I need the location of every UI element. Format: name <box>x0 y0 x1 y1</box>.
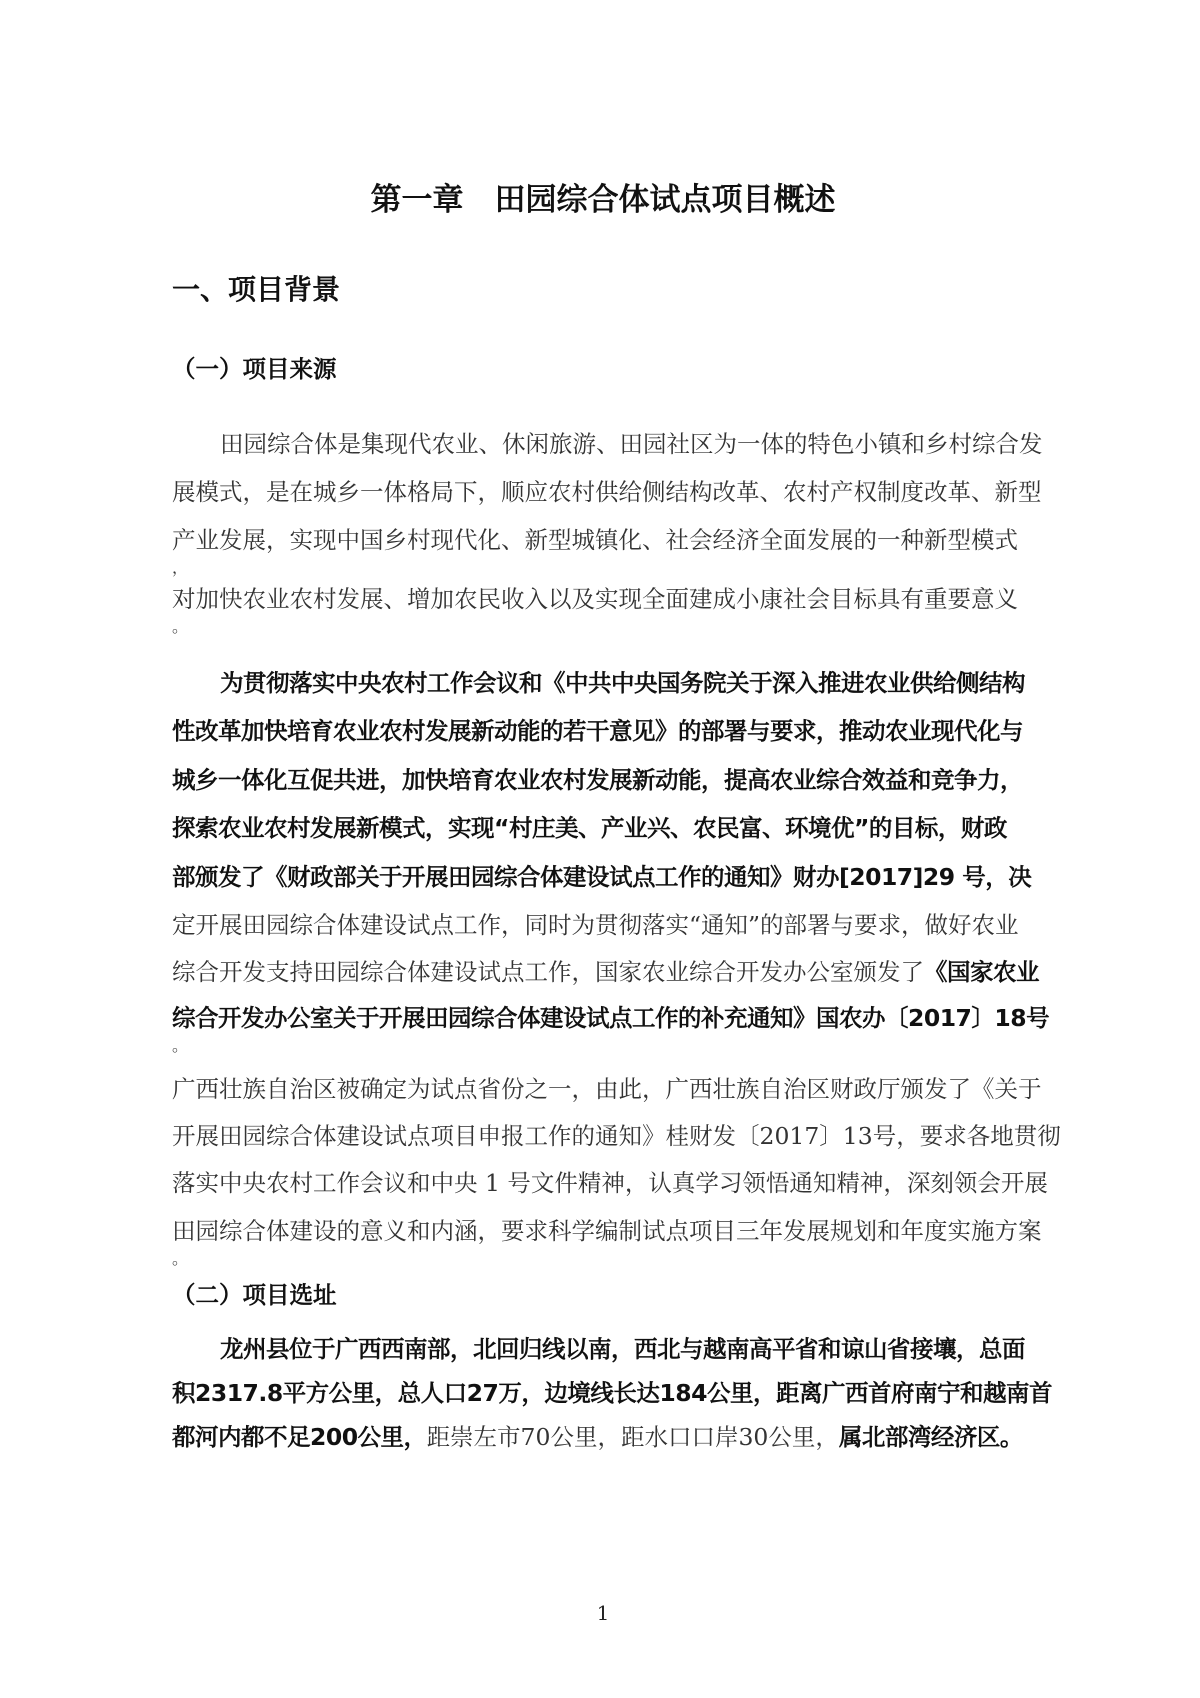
paragraph-line: 落实中央农村工作会议和中央 1 号文件精神，认真学习领悟通知精神，深刻领会开展 <box>172 1169 1048 1197</box>
line-text-bold: 都河内都不足200公里， <box>172 1423 427 1451</box>
page-number: 1 <box>596 1601 610 1625</box>
paragraph-line: 积2317.8平方公里，总人口27万，边境线长达184公里，距离广西首府南宁和越南首 <box>172 1379 1052 1407</box>
paragraph-line: 。 <box>172 1249 189 1268</box>
paragraph-line: 对加快农业农村发展、增加农民收入以及实现全面建成小康社会目标具有重要意义 <box>172 585 1018 613</box>
paragraph-line: 开展田园综合体建设试点项目申报工作的通知》桂财发〔2017〕13号，要求各地贯彻 <box>172 1122 1061 1150</box>
paragraph-line <box>172 957 1039 987</box>
paragraph-line: 龙州县位于广西西南部，北回归线以南，西北与越南高平省和谅山省接壤，总面 <box>220 1335 1025 1363</box>
paragraph-line: 田园综合体建设的意义和内涵，要求科学编制试点项目三年发展规划和年度实施方案 <box>172 1217 1042 1245</box>
line-text-bold: 属北部湾经济区。 <box>838 1423 1023 1451</box>
paragraph-line: 城乡一体化互促共进，加快培育农业农村发展新动能，提高农业综合效益和竞争力， <box>172 766 1023 794</box>
paragraph-line: 性改革加快培育农业农村发展新动能的若干意见》的部署与要求，推动农业现代化与 <box>172 717 1023 745</box>
subsection-heading-site: （二）项目选址 <box>172 1281 337 1309</box>
section-heading: 一、项目背景 <box>172 273 341 306</box>
subsection-heading-source: （一）项目来源 <box>172 355 337 383</box>
paragraph-line: 。 <box>172 1036 189 1055</box>
line-text-bold: 《国家农业 <box>924 958 1039 986</box>
paragraph-line: 综合开发办公室关于开展田园综合体建设试点工作的补充通知》国农办〔2017〕18号 <box>172 1004 1050 1032</box>
paragraph-line: 田园综合体是集现代农业、休闲旅游、田园社区为一体的特色小镇和乡村综合发 <box>220 430 1043 458</box>
paragraph-line: 部颁发了《财政部关于开展田园综合体建设试点工作的通知》财办[2017]29 号，决 <box>172 863 1032 891</box>
chapter-title: 第一章 田园综合体试点项目概述 <box>370 182 836 218</box>
paragraph-line: 产业发展，实现中国乡村现代化、新型城镇化、社会经济全面发展的一种新型模式 <box>172 526 1018 554</box>
paragraph-line: 广西壮族自治区被确定为试点省份之一，由此，广西壮族自治区财政厅颁发了《关于 <box>172 1075 1042 1103</box>
paragraph-line: 为贯彻落实中央农村工作会议和《中共中央国务院关于深入推进农业供给侧结构 <box>220 669 1025 697</box>
paragraph-line <box>172 1422 1023 1452</box>
paragraph-line: 。 <box>172 617 189 636</box>
line-text: 距崇左市70公里，距水口口岸30公里， <box>426 1423 839 1451</box>
paragraph-line: ， <box>172 558 189 577</box>
line-text: 综合开发支持田园综合体建设试点工作，国家农业综合开发办公室颁发了 <box>172 958 924 986</box>
paragraph-line: 展模式，是在城乡一体格局下，顺应农村供给侧结构改革、农村产权制度改革、新型 <box>172 478 1042 506</box>
paragraph-line: 定开展田园综合体建设试点工作，同时为贯彻落实“通知”的部署与要求，做好农业 <box>172 911 1019 939</box>
paragraph-line: 探索农业农村发展新模式，实现“村庄美、产业兴、农民富、环境优”的目标，财政 <box>172 814 1007 842</box>
